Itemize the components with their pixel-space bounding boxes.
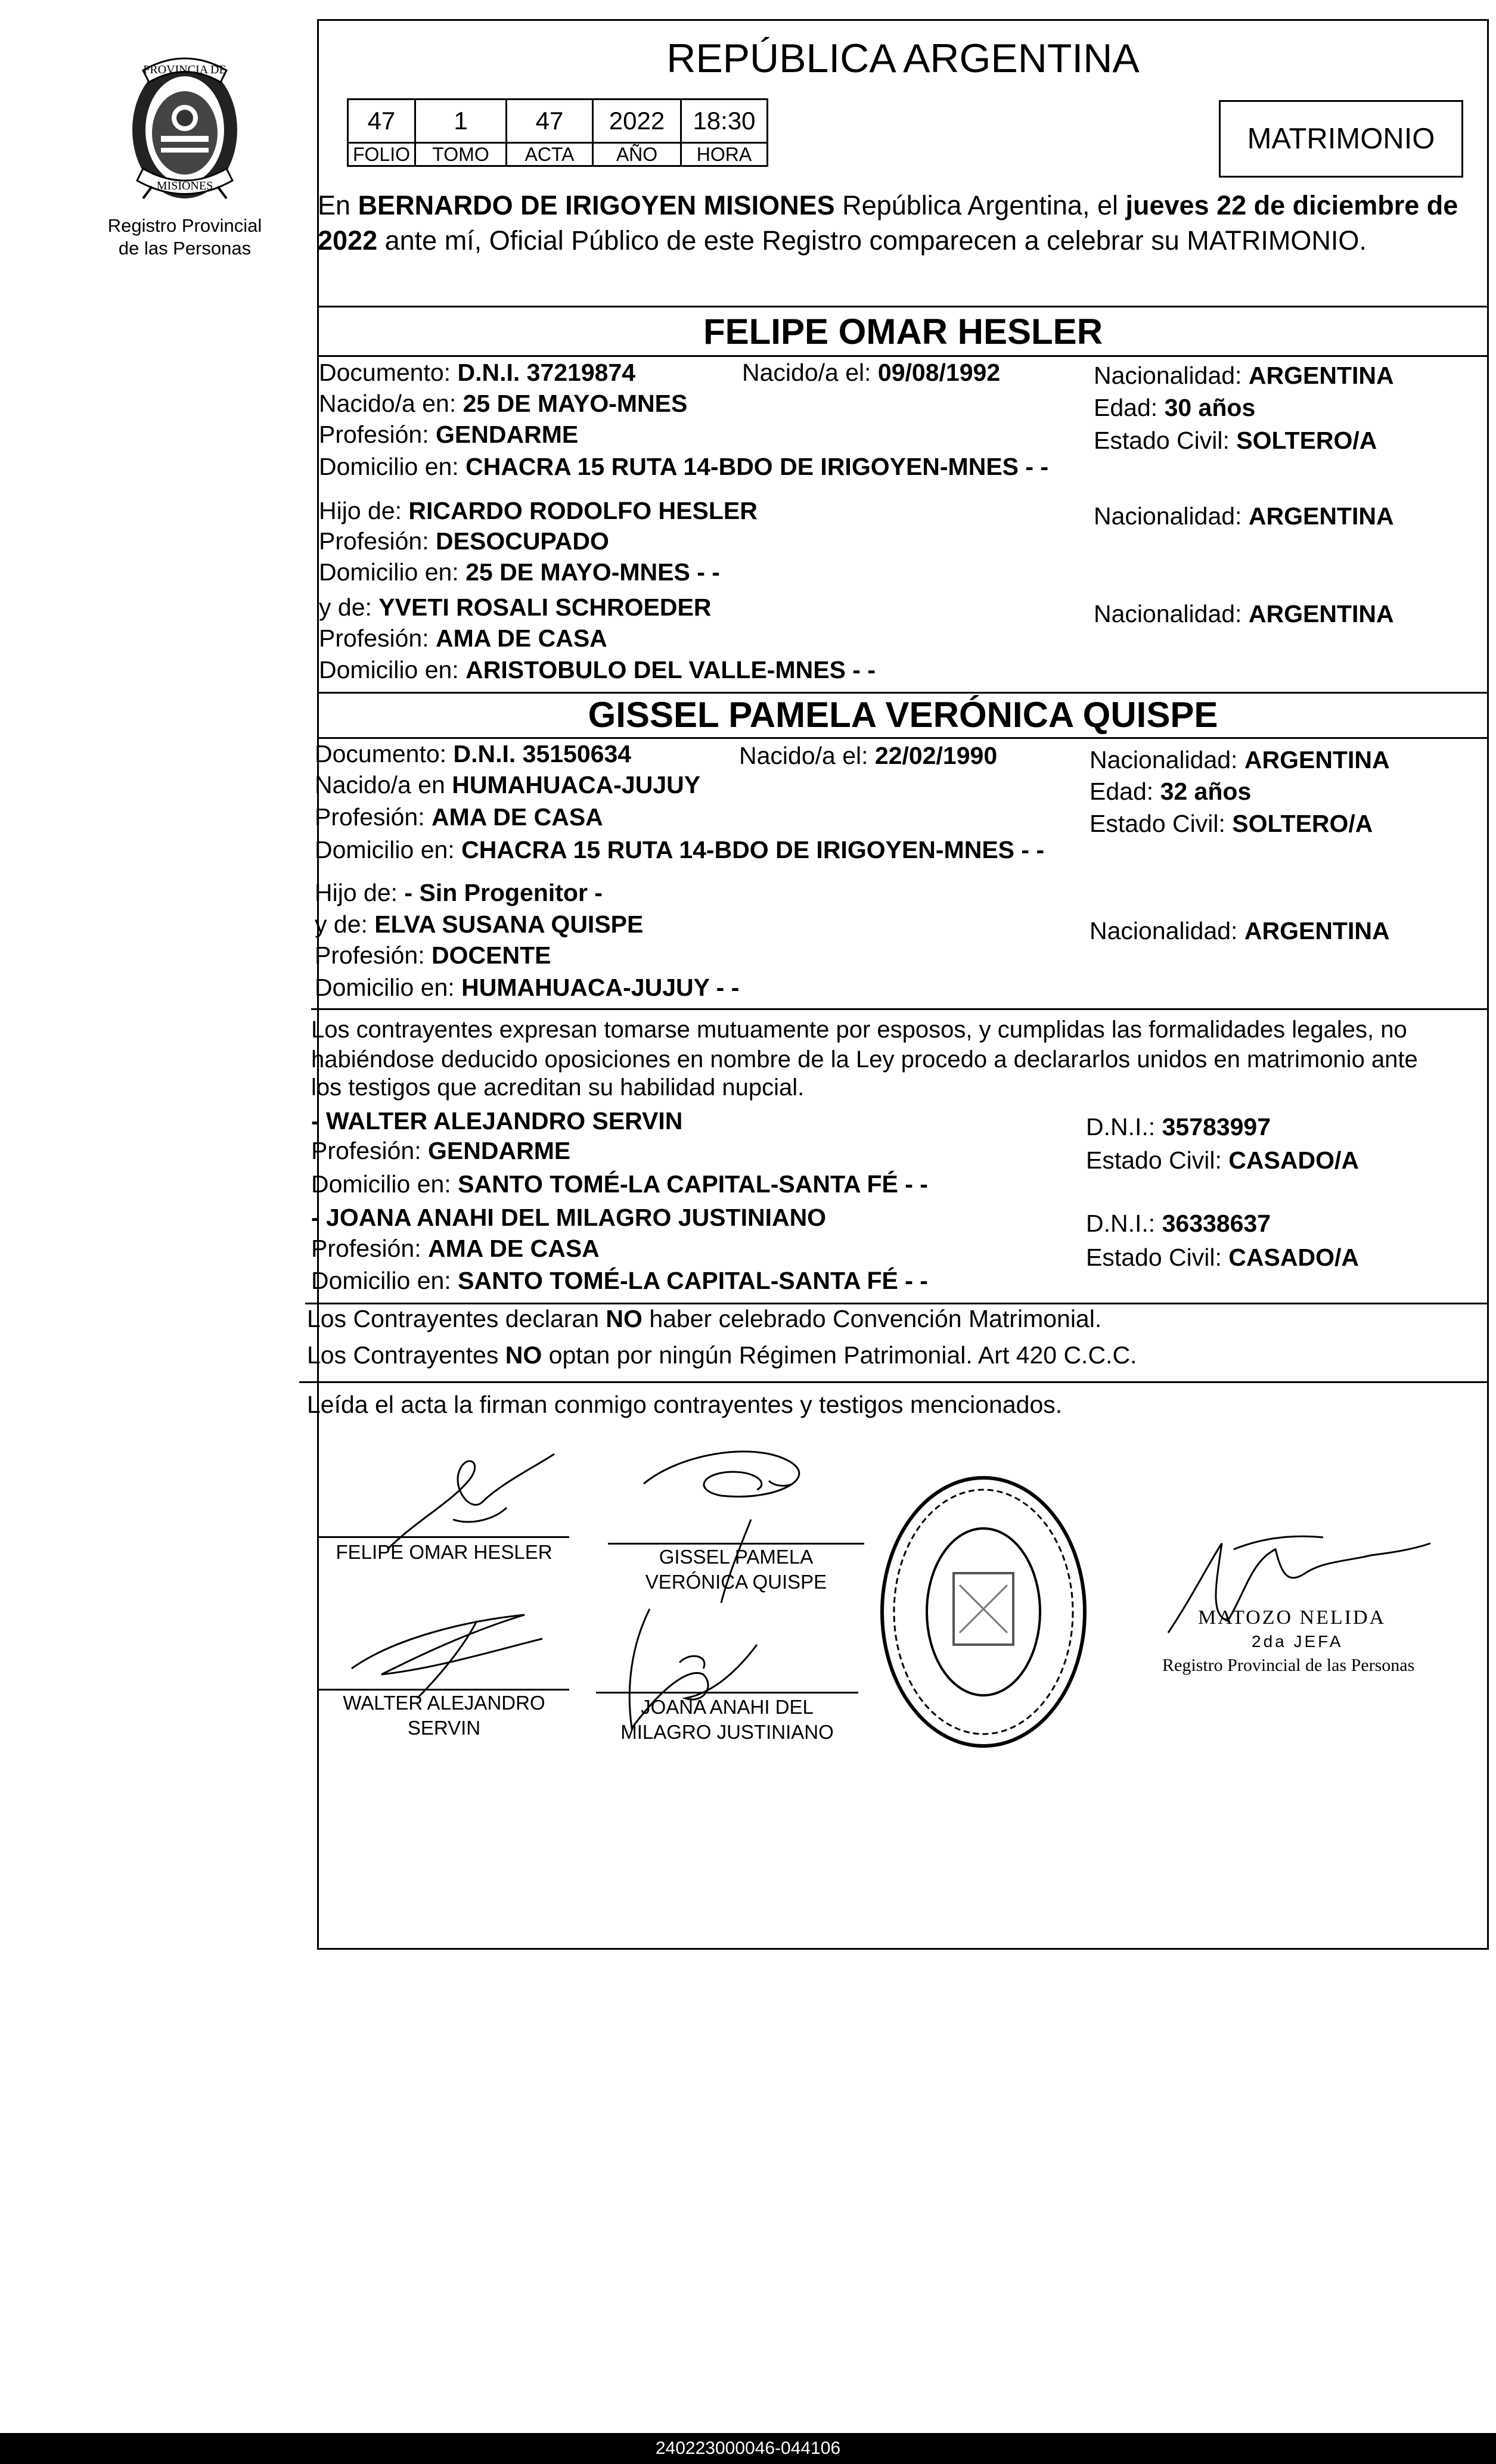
divider <box>317 355 1489 357</box>
convention-text: Los Contrayentes <box>307 1341 505 1369</box>
profession-label: Profesión: <box>311 1137 421 1164</box>
witness1-profession <box>311 1136 570 1166</box>
mother-name: YVETI ROSALI SCHROEDER <box>378 594 712 621</box>
mother-label: y de: <box>319 594 372 621</box>
witness2-signature-label-line2: MILAGRO JUSTINIANO <box>620 1721 834 1743</box>
address-value: 25 DE MAYO-MNES - - <box>465 558 720 586</box>
nationality-label: Nacionalidad: <box>1094 600 1242 627</box>
province-emblem-icon <box>119 46 250 207</box>
father-name: RICARDO RODOLFO HESLER <box>408 497 758 524</box>
doc-value: D.N.I. 35150634 <box>453 740 632 768</box>
groom-mother-address <box>319 655 876 685</box>
convention-line2 <box>307 1340 1137 1370</box>
bride-age <box>1090 776 1251 806</box>
profession-value: GENDARME <box>428 1137 571 1164</box>
groom-mother-profession <box>319 623 607 653</box>
bride-mother <box>315 909 643 939</box>
intro-rest: ante mí, Oficial Público de este Registro comparecen a celebrar su MATRIMONIO. <box>377 225 1367 256</box>
doc-label: Documento: <box>319 359 451 386</box>
groom-father-nationality <box>1094 501 1394 531</box>
age-label: Edad: <box>1090 778 1154 805</box>
bride-mother-profession <box>315 940 551 970</box>
address-value: CHACRA 15 RUTA 14-BDO DE IRIGOYEN-MNES - - <box>465 453 1049 480</box>
father-label: Hijo de: <box>319 497 402 524</box>
witness1-dni <box>1086 1112 1271 1142</box>
address-label: Domicilio en: <box>311 1267 451 1294</box>
bride-mother-address <box>315 972 739 1002</box>
registration-table <box>347 98 768 167</box>
profession-label: Profesión: <box>311 1235 421 1262</box>
groom-profession <box>319 420 578 449</box>
dni-label: D.N.I.: <box>1086 1210 1156 1237</box>
divider <box>317 306 1489 307</box>
father-label: Hijo de: <box>315 879 398 906</box>
address-label: Domicilio en: <box>319 656 459 683</box>
witness2-profession <box>311 1233 600 1263</box>
tomo-value: 1 <box>415 100 507 143</box>
groom-address <box>319 452 1048 481</box>
groom-born-in <box>319 389 687 418</box>
witness2-name <box>311 1203 826 1232</box>
nationality-value: ARGENTINA <box>1244 746 1390 773</box>
nationality-label: Nacionalidad: <box>1094 502 1242 530</box>
folio-value: 47 <box>348 100 415 143</box>
acta-value: 47 <box>507 100 593 143</box>
intro-mid: República Argentina, el <box>834 190 1118 220</box>
bride-father <box>315 878 603 908</box>
convention-text: optan por ningún Régimen Patrimonial. Art 420 C.C.C. <box>542 1341 1137 1369</box>
profession-value: AMA DE CASA <box>432 803 603 831</box>
address-label: Domicilio en: <box>315 836 455 863</box>
witness2-signature-label <box>596 1695 858 1745</box>
witness-name: - WALTER ALEJANDRO SERVIN <box>311 1107 683 1135</box>
witness1-address <box>311 1169 928 1199</box>
profession-value: DESOCUPADO <box>436 527 609 555</box>
profession-label: Profesión: <box>319 527 429 555</box>
age-value: 30 años <box>1164 394 1256 421</box>
civil-value: SOLTERO/A <box>1236 427 1377 454</box>
born-on-label: Nacido/a el: <box>742 359 871 386</box>
declaration-line1: Los contrayentes expresan tomarse mutuamente por esposos, y cumplidas las formalidades legales, no <box>311 1017 1407 1043</box>
born-in-label: Nacido/a en: <box>319 390 457 417</box>
address-label: Domicilio en: <box>319 453 459 480</box>
logo-caption-line2: de las Personas <box>118 238 252 259</box>
nationality-value: ARGENTINA <box>1248 362 1394 389</box>
bride-profession <box>315 802 603 832</box>
declaration-line2: habiéndose deducido oposiciones en nombre de la Ley procedo a declararlos unidos en matrimonio ante <box>311 1046 1418 1073</box>
divider <box>311 1008 1489 1010</box>
convention-text: Los Contrayentes declaran <box>307 1305 606 1332</box>
official-title: 2da JEFA <box>1252 1632 1343 1651</box>
intro-prefix: En <box>318 190 351 220</box>
registry-logo <box>95 46 274 260</box>
convention-no: NO <box>606 1305 643 1332</box>
logo-caption-line1: Registro Provincial <box>107 215 262 236</box>
groom-born-on <box>742 358 1000 387</box>
civil-label: Estado Civil: <box>1086 1146 1222 1174</box>
groom-signature-line <box>319 1536 569 1538</box>
groom-nationality <box>1094 361 1394 390</box>
address-value: CHACRA 15 RUTA 14-BDO DE IRIGOYEN-MNES - - <box>461 836 1045 863</box>
witness1-signature-label-line2: SERVIN <box>407 1717 481 1739</box>
intro-paragraph <box>318 188 1489 258</box>
address-label: Domicilio en: <box>315 974 455 1001</box>
witness2-dni <box>1086 1208 1271 1238</box>
emblem-bottom-text: MISIONES <box>156 179 213 192</box>
groom-mother-nationality <box>1094 599 1394 629</box>
civil-label: Estado Civil: <box>1086 1244 1222 1271</box>
profession-value: AMA DE CASA <box>436 624 607 652</box>
profession-label: Profesión: <box>319 421 429 448</box>
convention-text: haber celebrado Convención Matrimonial. <box>642 1305 1102 1332</box>
age-value: 32 años <box>1160 778 1252 805</box>
address-value: ARISTOBULO DEL VALLE-MNES - - <box>465 656 876 683</box>
groom-age <box>1094 393 1255 422</box>
bride-mother-nationality <box>1090 916 1390 946</box>
page-title: REPÚBLICA ARGENTINA <box>666 36 1140 81</box>
groom-mother <box>319 592 711 622</box>
witness2-signature-line <box>596 1692 858 1694</box>
witness2-signature-label-line1: JOANA ANAHI DEL <box>641 1696 814 1718</box>
document-code-bar <box>0 2433 1496 2464</box>
groom-signature-label: FELIPE OMAR HESLER <box>336 1541 553 1563</box>
profession-label: Profesión: <box>315 803 425 831</box>
convention-line1 <box>307 1304 1101 1334</box>
nationality-label: Nacionalidad: <box>1094 362 1242 389</box>
folio-label: FOLIO <box>348 143 415 166</box>
doc-label: Documento: <box>315 740 447 768</box>
witness1-civil-status <box>1086 1145 1359 1175</box>
nationality-label: Nacionalidad: <box>1090 917 1238 944</box>
born-on-value: 09/08/1992 <box>877 359 1001 386</box>
born-in-label: Nacido/a en <box>315 771 445 798</box>
anio-value: 2022 <box>593 100 681 143</box>
emblem-top-text: PROVINCIA DE <box>143 63 226 76</box>
groom-name-heading: FELIPE OMAR HESLER <box>703 312 1103 352</box>
declaration-line3: los testigos que acreditan su habilidad nupcial. <box>311 1074 805 1101</box>
bride-name-heading: GISSEL PAMELA VERÓNICA QUISPE <box>588 695 1218 735</box>
bride-nationality <box>1090 745 1390 775</box>
divider <box>317 692 1489 694</box>
witness2-address <box>311 1266 928 1295</box>
closing-text: Leída el acta la firman conmigo contrayentes y testigos mencionados. <box>307 1391 1063 1418</box>
profession-value: AMA DE CASA <box>428 1235 600 1262</box>
tomo-label: TOMO <box>415 143 507 166</box>
born-in-value: 25 DE MAYO-MNES <box>463 390 688 417</box>
bride-born-in <box>315 770 700 800</box>
anio-label: AÑO <box>593 143 681 166</box>
civil-value: SOLTERO/A <box>1232 810 1373 837</box>
nationality-value: ARGENTINA <box>1248 502 1394 530</box>
born-on-value: 22/02/1990 <box>874 742 998 769</box>
civil-label: Estado Civil: <box>1090 810 1225 837</box>
doc-value: D.N.I. 37219874 <box>457 359 636 386</box>
mother-name: ELVA SUSANA QUISPE <box>374 911 644 938</box>
father-name: - Sin Progenitor - <box>404 879 603 906</box>
civil-label: Estado Civil: <box>1094 427 1230 454</box>
witness2-civil-status <box>1086 1242 1359 1272</box>
address-label: Domicilio en: <box>319 558 459 586</box>
bride-document <box>315 739 631 769</box>
profession-label: Profesión: <box>315 942 425 969</box>
civil-value: CASADO/A <box>1228 1146 1359 1174</box>
groom-document <box>319 358 635 387</box>
civil-value: CASADO/A <box>1228 1244 1359 1271</box>
address-label: Domicilio en: <box>311 1170 451 1198</box>
record-type-box: MATRIMONIO <box>1219 100 1463 178</box>
groom-civil-status <box>1094 425 1377 455</box>
born-in-value: HUMAHUACA-JUJUY <box>452 771 701 798</box>
groom-father-profession <box>319 526 609 556</box>
nationality-value: ARGENTINA <box>1248 600 1394 627</box>
born-on-label: Nacido/a el: <box>739 742 868 769</box>
acta-label: ACTA <box>507 143 593 166</box>
intro-place: BERNARDO DE IRIGOYEN MISIONES <box>358 190 835 220</box>
dni-label: D.N.I.: <box>1086 1113 1156 1141</box>
dni-value: 36338637 <box>1162 1210 1271 1237</box>
logo-caption <box>95 215 274 260</box>
profession-label: Profesión: <box>319 624 429 652</box>
address-value: SANTO TOMÉ-LA CAPITAL-SANTA FÉ - - <box>458 1267 928 1294</box>
mother-label: y de: <box>315 911 368 938</box>
address-value: HUMAHUACA-JUJUY - - <box>461 974 740 1001</box>
bride-born-on <box>739 741 997 770</box>
nationality-value: ARGENTINA <box>1244 917 1390 944</box>
nationality-label: Nacionalidad: <box>1090 746 1238 773</box>
witness1-name <box>311 1106 682 1136</box>
bride-signature-label-line1: GISSEL PAMELA <box>659 1546 814 1568</box>
witness-name: - JOANA ANAHI DEL MILAGRO JUSTINIANO <box>311 1204 827 1231</box>
hora-value: 18:30 <box>681 100 768 143</box>
profession-value: DOCENTE <box>432 942 551 969</box>
witness1-signature-label-line1: WALTER ALEJANDRO <box>343 1692 545 1714</box>
bride-signature-label-line2: VERÓNICA QUISPE <box>645 1571 827 1593</box>
bride-civil-status <box>1090 809 1373 838</box>
groom-father-address <box>319 557 720 587</box>
address-value: SANTO TOMÉ-LA CAPITAL-SANTA FÉ - - <box>458 1170 928 1198</box>
official-seal-icon <box>876 1472 1091 1752</box>
document-code: 240223000046-044106 <box>655 2438 841 2458</box>
dni-value: 35783997 <box>1162 1113 1271 1141</box>
profession-value: GENDARME <box>436 421 579 448</box>
official-name: MATOZO NELIDA <box>1198 1607 1386 1629</box>
witness1-signature-label <box>319 1691 569 1741</box>
convention-no: NO <box>505 1341 542 1369</box>
age-label: Edad: <box>1094 394 1158 421</box>
official-office: Registro Provincial de las Personas <box>1162 1655 1415 1675</box>
bride-signature-label <box>608 1545 864 1595</box>
intro-date: jueves 22 de diciembre de 2022 <box>318 190 1458 256</box>
divider <box>299 1381 1489 1383</box>
bride-address <box>315 835 1044 865</box>
groom-father <box>319 496 758 526</box>
hora-label: HORA <box>681 143 768 166</box>
